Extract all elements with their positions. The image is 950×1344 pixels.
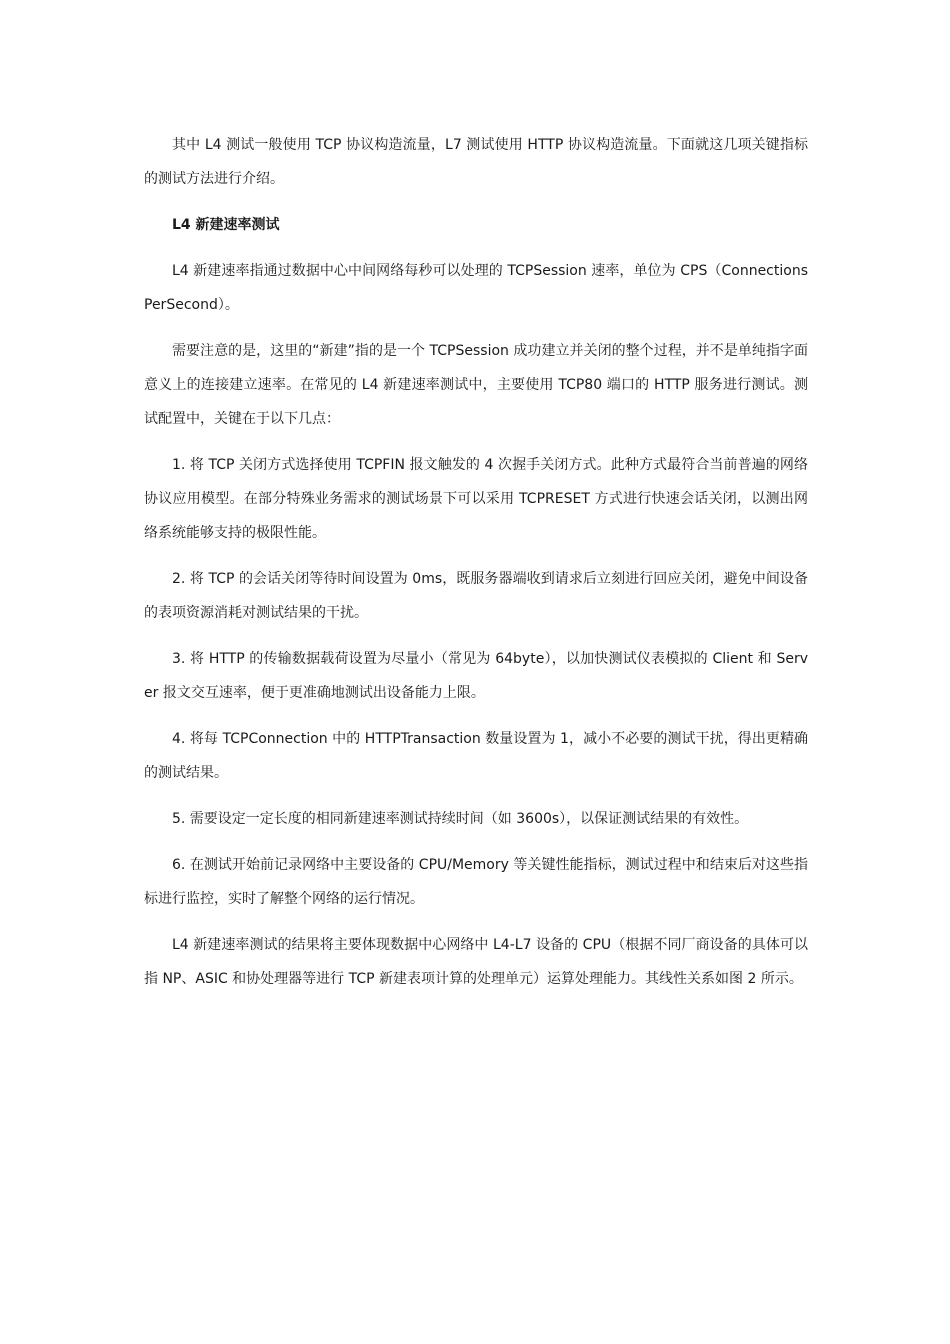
list-item-2: 2. 将 TCP 的会话关闭等待时间设置为 0ms，既服务器端收到请求后立刻进行回应关闭，避免中间设备的表项资源消耗对测试结果的干扰。 — [144, 571, 808, 621]
paragraph-intro: 其中 L4 测试一般使用 TCP 协议构造流量，L7 测试使用 HTTP 协议构造流量。下面就这几项关键指标的测试方法进行介绍。 — [144, 137, 808, 187]
section-heading-l4: L4 新建速率测试 — [172, 217, 280, 233]
document-body — [144, 128, 808, 1008]
paragraph-conclusion: L4 新建速率测试的结果将主要体现数据中心网络中 L4-L7 设备的 CPU（根据不同厂商设备的具体可以指 NP、ASIC 和协处理器等进行 TCP 新建表项计算的处理单元）运算处理能力。其线性关系如图 2 所示。 — [144, 937, 808, 987]
list-item-1: 1. 将 TCP 关闭方式选择使用 TCPFIN 报文触发的 4 次握手关闭方式。此种方式最符合当前普遍的网络协议应用模型。在部分特殊业务需求的测试场景下可以采用 TCPRESET 方式进行快速会话关闭，以测出网络系统能够支持的极限性能。 — [144, 457, 808, 541]
list-item-3: 3. 将 HTTP 的传输数据载荷设置为尽量小（常见为 64byte），以加快测试仪表模拟的 Client 和 Server 报文交互速率，便于更准确地测试出设备能力上限。 — [144, 651, 808, 701]
paragraph-definition: L4 新建速率指通过数据中心中间网络每秒可以处理的 TCPSession 速率，单位为 CPS（ConnectionsPerSecond）。 — [144, 263, 808, 313]
list-item-6: 6. 在测试开始前记录网络中主要设备的 CPU/Memory 等关键性能指标，测试过程中和结束后对这些指标进行监控，实时了解整个网络的运行情况。 — [144, 857, 808, 907]
list-item-5: 5. 需要设定一定长度的相同新建速率测试持续时间（如 3600s），以保证测试结果的有效性。 — [172, 811, 749, 827]
paragraph-note: 需要注意的是，这里的“新建”指的是一个 TCPSession 成功建立并关闭的整个过程，并不是单纯指字面意义上的连接建立速率。在常见的 L4 新建速率测试中，主要使用 TCP80 端口的 HTTP 服务进行测试。测试配置中，关键在于以下几点： — [144, 343, 808, 427]
list-item-4: 4. 将每 TCPConnection 中的 HTTPTransaction 数量设置为 1，减小不必要的测试干扰，得出更精确的测试结果。 — [144, 731, 808, 781]
